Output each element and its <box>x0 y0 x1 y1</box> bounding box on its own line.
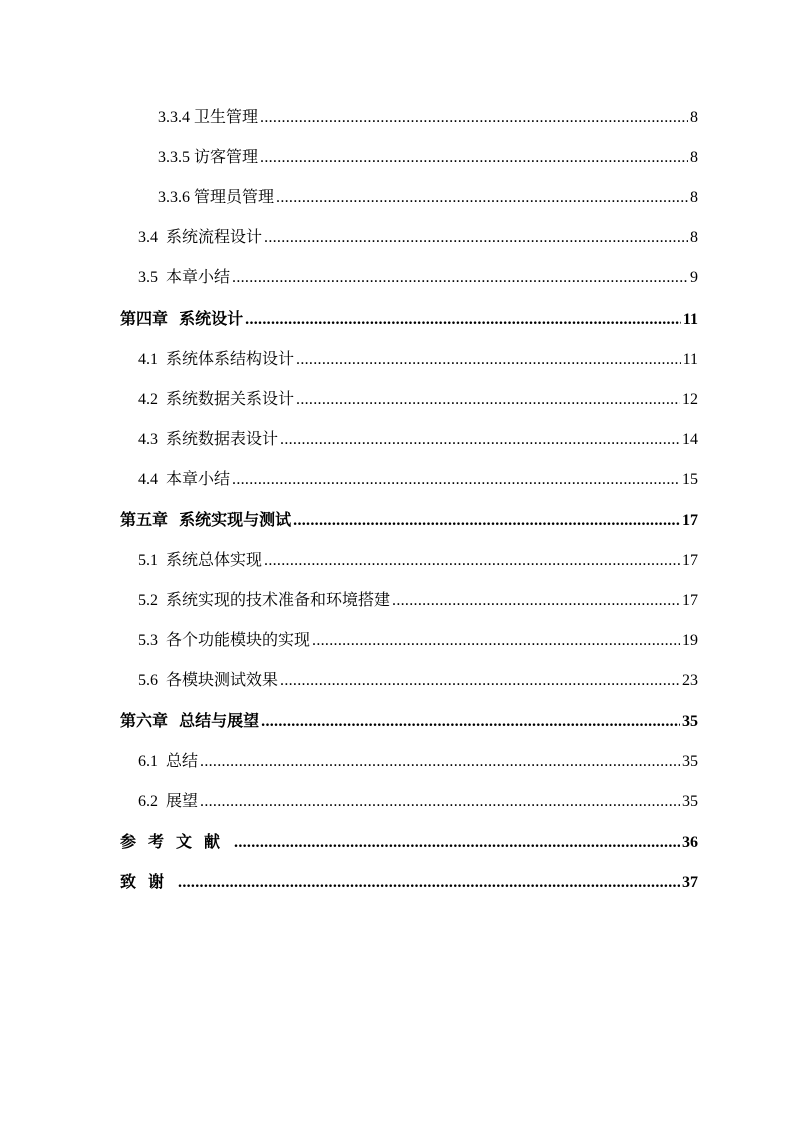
toc-entry-title: 系统体系结构设计 <box>166 349 295 368</box>
dot-leader <box>296 348 681 372</box>
toc-entry[interactable] <box>138 749 698 773</box>
toc-entry-page: 8 <box>690 149 698 166</box>
toc-entry[interactable] <box>138 628 698 652</box>
toc-entry-title: 参考文献 <box>120 832 233 851</box>
toc-entry[interactable] <box>138 387 698 411</box>
toc-entry-number: 5.2 <box>138 592 166 609</box>
toc-entry-title: 本章小结 <box>166 267 231 286</box>
toc-entry[interactable] <box>138 265 698 289</box>
toc-chapter-entry[interactable] <box>120 870 698 894</box>
toc-chapter-entry[interactable] <box>120 830 698 854</box>
dot-leader <box>392 589 680 613</box>
toc-entry-number: 3.3.5 <box>158 149 194 166</box>
toc-entry-title: 第五章 系统实现与测试 <box>120 510 292 529</box>
toc-entry-title: 第四章 系统设计 <box>120 309 244 328</box>
toc-entry[interactable] <box>138 548 698 572</box>
toc-entry-page: 15 <box>682 471 698 488</box>
dot-leader <box>260 106 688 130</box>
toc-entry-title: 致谢 <box>120 872 177 891</box>
toc-entry-title: 系统总体实现 <box>166 550 263 569</box>
toc-entry[interactable] <box>138 225 698 249</box>
dot-leader <box>296 388 680 412</box>
dot-leader <box>293 509 680 533</box>
toc-entry-number: 4.3 <box>138 431 166 448</box>
dot-leader <box>200 750 680 774</box>
toc-entry-page: 23 <box>682 672 698 689</box>
toc-entry[interactable] <box>158 145 698 169</box>
dot-leader <box>245 308 681 332</box>
toc-entry-number: 5.1 <box>138 552 166 569</box>
toc-entry[interactable] <box>138 789 698 813</box>
toc-entry-title: 总结 <box>166 751 199 770</box>
toc-entry-number: 4.4 <box>138 471 166 488</box>
dot-leader <box>260 146 688 170</box>
toc-entry-number: 5.6 <box>138 672 166 689</box>
toc-entry-page: 37 <box>682 874 698 891</box>
toc-entry[interactable] <box>158 185 698 209</box>
dot-leader <box>261 710 680 734</box>
toc-chapter-entry[interactable] <box>120 709 698 733</box>
toc-entry-page: 35 <box>682 793 698 810</box>
toc-entry-page: 11 <box>682 311 698 328</box>
toc-entry-page: 12 <box>682 391 698 408</box>
toc-entry-title: 系统数据关系设计 <box>166 389 295 408</box>
toc-entry-page: 8 <box>690 189 698 206</box>
dot-leader <box>264 226 688 250</box>
toc-entry-title: 访客管理 <box>194 147 259 166</box>
toc-entry-number: 5.3 <box>138 632 166 649</box>
toc-entry-title: 各个功能模块的实现 <box>166 630 311 649</box>
toc-entry[interactable] <box>138 467 698 491</box>
toc-entry-page: 9 <box>690 269 698 286</box>
toc-entry-page: 8 <box>690 229 698 246</box>
dot-leader <box>232 266 688 290</box>
toc-entry-page: 36 <box>682 834 698 851</box>
toc-entry-number: 3.4 <box>138 229 166 246</box>
toc-entry-page: 19 <box>682 632 698 649</box>
toc-entry-number: 3.5 <box>138 269 166 286</box>
toc-entry-title: 系统数据表设计 <box>166 429 279 448</box>
toc-entry-title: 系统实现的技术准备和环境搭建 <box>166 590 391 609</box>
dot-leader <box>280 428 680 452</box>
toc-entry[interactable] <box>158 105 698 129</box>
dot-leader <box>178 871 680 895</box>
toc-entry-number: 3.3.6 <box>158 189 194 206</box>
toc-entry[interactable] <box>138 588 698 612</box>
toc-chapter-entry[interactable] <box>120 508 698 532</box>
toc-entry-page: 17 <box>682 512 698 529</box>
toc-entry[interactable] <box>138 668 698 692</box>
toc-entry-number: 6.1 <box>138 753 166 770</box>
dot-leader <box>232 468 680 492</box>
toc-entry[interactable] <box>138 427 698 451</box>
dot-leader <box>264 549 680 573</box>
dot-leader <box>234 831 680 855</box>
toc-entry-page: 8 <box>690 109 698 126</box>
toc-entry-title: 各模块测试效果 <box>166 670 279 689</box>
toc-entry-page: 17 <box>682 552 698 569</box>
toc-entry-number: 4.1 <box>138 351 166 368</box>
toc-entry-number: 3.3.4 <box>158 109 194 126</box>
toc-entry-title: 卫生管理 <box>194 107 259 126</box>
toc-entry-page: 35 <box>682 713 698 730</box>
toc-entry-number: 6.2 <box>138 793 166 810</box>
toc-entry-title: 系统流程设计 <box>166 227 263 246</box>
toc-entry-page: 11 <box>682 351 698 368</box>
toc-entry-page: 35 <box>682 753 698 770</box>
toc-entry-title: 展望 <box>166 791 199 810</box>
toc-entry-title: 本章小结 <box>166 469 231 488</box>
toc-entry-page: 14 <box>682 431 698 448</box>
dot-leader <box>200 790 680 814</box>
toc-entry-title: 管理员管理 <box>194 187 275 206</box>
toc-entry-number: 4.2 <box>138 391 166 408</box>
dot-leader <box>312 629 680 653</box>
toc-chapter-entry[interactable] <box>120 307 698 331</box>
toc-entry[interactable] <box>138 347 698 371</box>
toc-entry-title: 第六章 总结与展望 <box>120 711 260 730</box>
dot-leader <box>280 669 680 693</box>
dot-leader <box>276 186 688 210</box>
toc-entry-page: 17 <box>682 592 698 609</box>
